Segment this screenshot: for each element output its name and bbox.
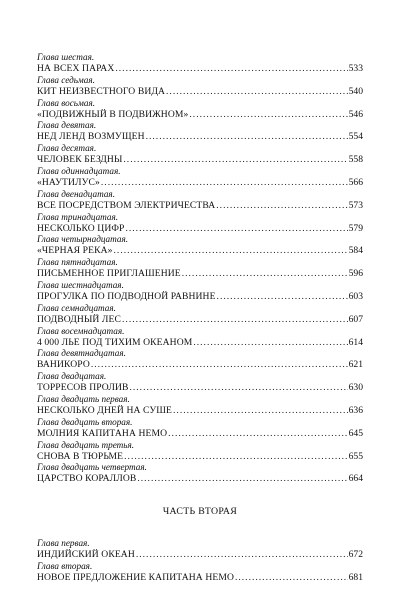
- chapter-number: Глава двенадцатая.: [37, 188, 115, 199]
- chapter-number: Глава первая.: [37, 538, 90, 549]
- dot-leader: [91, 359, 348, 371]
- chapter-number: Глава шестая.: [37, 52, 95, 62]
- part-two-entries: [37, 538, 363, 584]
- page-number: 655: [348, 450, 363, 462]
- chapter-title-row: [37, 63, 363, 75]
- chapter-number: Глава восемнадцатая.: [37, 325, 125, 336]
- dot-leader: [124, 451, 347, 463]
- dot-leader: [101, 177, 348, 189]
- toc-entry: [37, 326, 363, 349]
- chapter-title: ЧЕЛОВЕК БЕЗДНЫ: [37, 154, 123, 166]
- page-number: 533: [348, 63, 363, 74]
- dot-leader: [166, 86, 348, 98]
- chapter-title: 4 000 ЛЬЕ ПОД ТИХИМ ОКЕАНОМ: [37, 336, 193, 348]
- chapter-title-row: [37, 451, 363, 463]
- toc-entry: [37, 120, 363, 143]
- chapter-title-row: [37, 572, 363, 584]
- dot-leader: [123, 154, 347, 166]
- page-number: 554: [348, 131, 363, 143]
- chapter-title-row: [37, 405, 363, 417]
- toc-entry: [37, 371, 363, 394]
- page-number: 566: [348, 176, 363, 188]
- chapter-title: МОЛНИЯ КАПИТАНА НЕМО: [37, 427, 168, 439]
- chapter-title-row: [37, 131, 363, 143]
- toc-entry: [37, 75, 363, 98]
- chapter-title: КИТ НЕИЗВЕСТНОГО ВИДА: [37, 85, 166, 97]
- chapter-title: ВСЕ ПОСРЕДСТВОМ ЭЛЕКТРИЧЕСТВА: [37, 199, 216, 211]
- toc-entry: [37, 234, 363, 257]
- dot-leader: [115, 63, 347, 75]
- dot-leader: [129, 382, 347, 394]
- chapter-title: ЦАРСТВО КОРАЛЛОВ: [37, 473, 137, 485]
- chapter-number: Глава двадцать третья.: [37, 439, 135, 450]
- toc-entry: [37, 440, 363, 463]
- toc-entry: [37, 394, 363, 417]
- chapter-title-row: [37, 428, 363, 440]
- page-number: 540: [348, 85, 363, 97]
- chapter-title: НЕСКОЛЬКО ЦИФР: [37, 222, 125, 234]
- toc-entry: [37, 143, 363, 166]
- chapter-title-row: [37, 359, 363, 371]
- chapter-number: Глава пятнадцатая.: [37, 257, 118, 268]
- chapter-number: Глава девятнадцатая.: [37, 348, 126, 359]
- chapter-number: Глава седьмая.: [37, 74, 95, 85]
- dot-leader: [168, 428, 347, 440]
- chapter-title: «ЧЕРНАЯ РЕКА»: [37, 245, 113, 257]
- chapter-title: НЕД ЛЕНД ВОЗМУЩЕН: [37, 131, 145, 143]
- chapter-title-row: [37, 223, 363, 235]
- dot-leader: [173, 405, 348, 417]
- chapter-number: Глава восьмая.: [37, 97, 96, 108]
- page-number: 681: [348, 571, 363, 583]
- page-number: 603: [348, 290, 363, 302]
- toc-entry: [37, 561, 363, 584]
- chapter-number: Глава двадцать четвертая.: [37, 462, 147, 473]
- chapter-title: НА ВСЕХ ПАРАХ: [37, 63, 115, 74]
- page-number: 546: [348, 108, 363, 120]
- page-number: 630: [348, 382, 363, 394]
- chapter-number: Глава вторая.: [37, 560, 93, 571]
- table-of-contents: [37, 52, 363, 584]
- chapter-title-row: [37, 109, 363, 121]
- chapter-number: Глава шестнадцатая.: [37, 279, 124, 290]
- dot-leader: [137, 473, 347, 485]
- chapter-title-row: [37, 177, 363, 189]
- page-number: 621: [348, 359, 363, 371]
- dot-leader: [189, 109, 347, 121]
- dot-leader: [114, 245, 348, 257]
- chapter-number: Глава семнадцатая.: [37, 302, 116, 313]
- chapter-title: ТОРРЕСОВ ПРОЛИВ: [37, 382, 129, 394]
- chapter-title: ПИСЬМЕННОЕ ПРИГЛАШЕНИЕ: [37, 268, 181, 280]
- chapter-title: ИНДИЙСКИЙ ОКЕАН: [37, 549, 135, 561]
- part-one-entries: [37, 52, 363, 485]
- page-number: 614: [348, 336, 363, 348]
- chapter-number: Глава девятая.: [37, 120, 97, 131]
- chapter-number: Глава двадцать вторая.: [37, 416, 133, 427]
- chapter-title-row: [37, 86, 363, 98]
- dot-leader: [122, 314, 348, 326]
- toc-entry: [37, 212, 363, 235]
- page-number: 579: [348, 222, 363, 234]
- page-number: 672: [348, 549, 363, 561]
- chapter-title-row: [37, 314, 363, 326]
- dot-leader: [193, 337, 347, 349]
- toc-entry: [37, 257, 363, 280]
- dot-leader: [136, 549, 348, 561]
- chapter-title-row: [37, 291, 363, 303]
- chapter-title-row: [37, 382, 363, 394]
- chapter-title-row: [37, 200, 363, 212]
- page-number: 645: [348, 427, 363, 439]
- chapter-number: Глава двадцать первая.: [37, 393, 130, 404]
- chapter-title-row: [37, 549, 363, 561]
- chapter-title: ВАНИКОРО: [37, 359, 90, 371]
- chapter-title-row: [37, 154, 363, 166]
- chapter-number: Глава тринадцатая.: [37, 211, 119, 222]
- dot-leader: [217, 291, 348, 303]
- page-number: 607: [348, 313, 363, 325]
- chapter-number: Глава двадцатая.: [37, 371, 107, 382]
- page-number: 596: [348, 268, 363, 280]
- toc-entry: [37, 462, 363, 485]
- toc-entry: [37, 280, 363, 303]
- chapter-title: НЕСКОЛЬКО ДНЕЙ НА СУШЕ: [37, 404, 173, 416]
- chapter-title: СНОВА В ТЮРЬМЕ: [37, 450, 124, 462]
- chapter-title: ПРОГУЛКА ПО ПОДВОДНОЙ РАВНИНЕ: [37, 290, 216, 302]
- chapter-title: «ПОДВИЖНЫЙ В ПОДВИЖНОМ»: [37, 108, 189, 120]
- chapter-title-row: [37, 245, 363, 257]
- toc-entry: [37, 417, 363, 440]
- part-two-heading: ЧАСТЬ ВТОРАЯ: [162, 506, 238, 518]
- chapter-title-row: [37, 337, 363, 349]
- toc-entry: [37, 166, 363, 189]
- dot-leader: [235, 572, 348, 584]
- toc-entry: [37, 348, 363, 371]
- chapter-title: «НАУТИЛУС»: [37, 176, 100, 188]
- toc-entry: [37, 303, 363, 326]
- toc-entry: [37, 189, 363, 212]
- page-number: 573: [348, 199, 363, 211]
- chapter-number: Глава четырнадцатая.: [37, 234, 129, 245]
- chapter-title-row: [37, 473, 363, 485]
- dot-leader: [216, 200, 347, 212]
- page-number: 558: [348, 154, 363, 166]
- toc-entry: [37, 538, 363, 561]
- chapter-title: НОВОЕ ПРЕДЛОЖЕНИЕ КАПИТАНА НЕМО: [37, 571, 234, 583]
- chapter-number: Глава десятая.: [37, 143, 97, 154]
- dot-leader: [146, 131, 348, 143]
- page-number: 584: [348, 245, 363, 257]
- page-number: 636: [348, 404, 363, 416]
- dot-leader: [182, 268, 348, 280]
- dot-leader: [125, 223, 347, 235]
- chapter-number: Глава одиннадцатая.: [37, 165, 121, 176]
- toc-entry: [37, 52, 363, 75]
- chapter-title: ПОДВОДНЫЙ ЛЕС: [37, 313, 122, 325]
- chapter-title-row: [37, 268, 363, 280]
- toc-entry: [37, 98, 363, 121]
- page-number: 664: [348, 473, 363, 485]
